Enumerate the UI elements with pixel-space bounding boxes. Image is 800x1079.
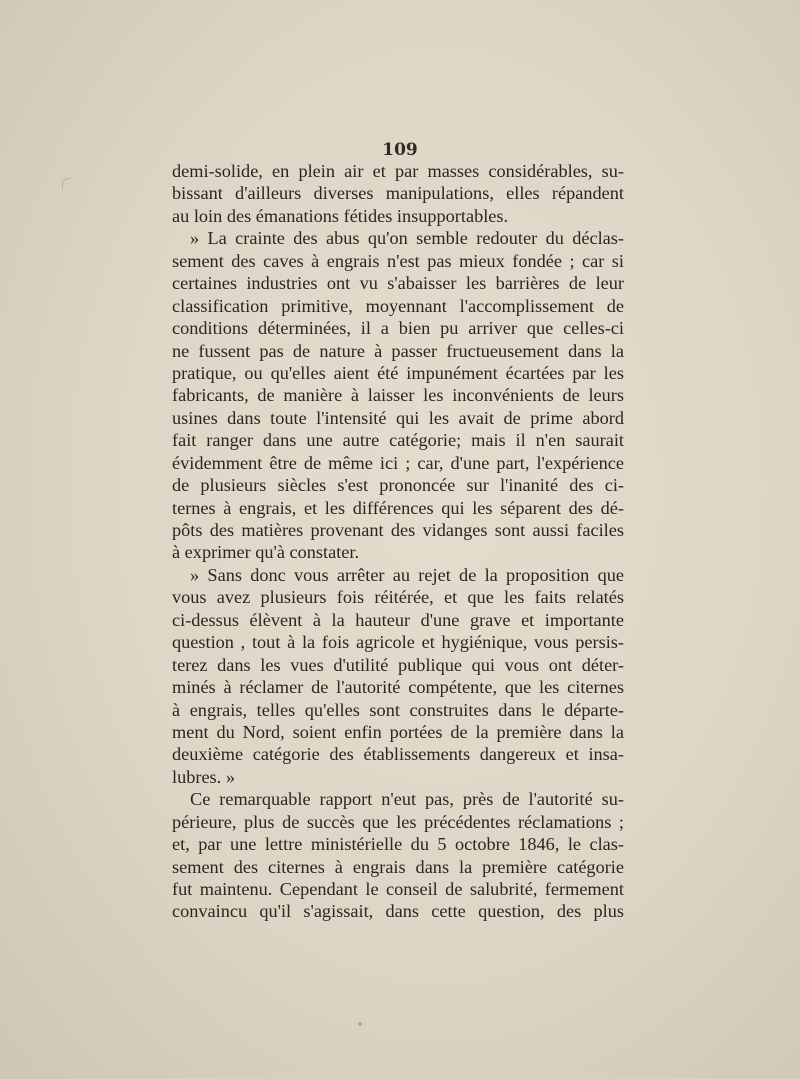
text-line: certaines industries ont vu s'abaisser les barrières de leur — [172, 273, 624, 294]
text-line: ne fussent pas de nature à passer fructueusement dans la — [172, 340, 624, 361]
text-line: sement des citernes à engrais dans la première catégorie — [172, 856, 624, 877]
text-line: évidemment être de même ici ; car, d'une part, l'expérience — [172, 452, 624, 473]
text-line: minés à réclamer de l'autorité compétente, que les citernes — [172, 677, 624, 698]
text-line: vous avez plusieurs fois réitérée, et que les faits relatés — [172, 587, 624, 608]
text-line: demi-solide, en plein air et par masses considérables, su- — [172, 161, 624, 181]
text-line: ternes à engrais, et les différences qui les séparent des dé- — [172, 497, 624, 518]
text-line: fabricants, de manière à laisser les inconvénients de leurs — [172, 385, 624, 406]
text-line: à engrais, telles qu'elles sont construites dans le départe- — [172, 699, 624, 720]
text-line: fut maintenu. Cependant le conseil de salubrité, fermement — [172, 879, 624, 899]
text-line: ment du Nord, soient enfin portées de la première dans la — [172, 721, 624, 742]
text-line: » Sans donc vous arrêter au rejet de la proposition que — [190, 564, 624, 585]
text-line: » La crainte des abus qu'on semble redouter du déclas- — [190, 228, 624, 249]
text-line: terez dans les vues d'utilité publique qui vous ont déter- — [172, 654, 624, 675]
text-line: bissant d'ailleurs diverses manipulations, elles répandent — [172, 183, 624, 204]
text-line: lubres. » — [172, 766, 235, 787]
text-line: question , tout à la fois agricole et hygiénique, vous persis- — [172, 632, 624, 653]
text-line: de plusieurs siècles s'est prononcée sur l'inanité des ci- — [172, 475, 624, 496]
text-line: au loin des émanations fétides insupportables. — [172, 205, 509, 226]
text-line: usines dans toute l'intensité qui les avait de prime abord — [172, 407, 624, 428]
text-line: ci-dessus élèvent à la hauteur d'une grave et importante — [172, 609, 624, 630]
text-line: Ce remarquable rapport n'eut pas, près de l'autorité su- — [190, 789, 624, 810]
text-line: périeure, plus de succès que les précédentes réclamations ; — [172, 811, 624, 832]
text-line: convaincu qu'il s'agissait, dans cette question, des plus — [172, 901, 624, 922]
page-number: 109 — [382, 140, 418, 160]
text-line: pratique, ou qu'elles aient été impunément écartées par les — [172, 362, 624, 383]
paper-speck — [358, 1022, 362, 1026]
text-line: pôts des matières provenant des vidanges sont aussi faciles — [172, 520, 624, 540]
text-line: classification primitive, moyennant l'accomplissement de — [172, 295, 624, 316]
text-line: à exprimer qu'à constater. — [172, 542, 360, 563]
text-line: fait ranger dans une autre catégorie; mais il n'en saurait — [172, 430, 624, 451]
text-line: conditions déterminées, il a bien pu arriver que celles-ci — [172, 318, 624, 339]
text-line: et, par une lettre ministérielle du 5 octobre 1846, le clas- — [172, 834, 624, 855]
paper-edge-mark — [62, 178, 71, 189]
body-text — [172, 160, 624, 923]
text-line: deuxième catégorie des établissements dangereux et insa- — [172, 744, 624, 765]
text-line: sement des caves à engrais n'est pas mieux fondée ; car si — [172, 250, 624, 271]
